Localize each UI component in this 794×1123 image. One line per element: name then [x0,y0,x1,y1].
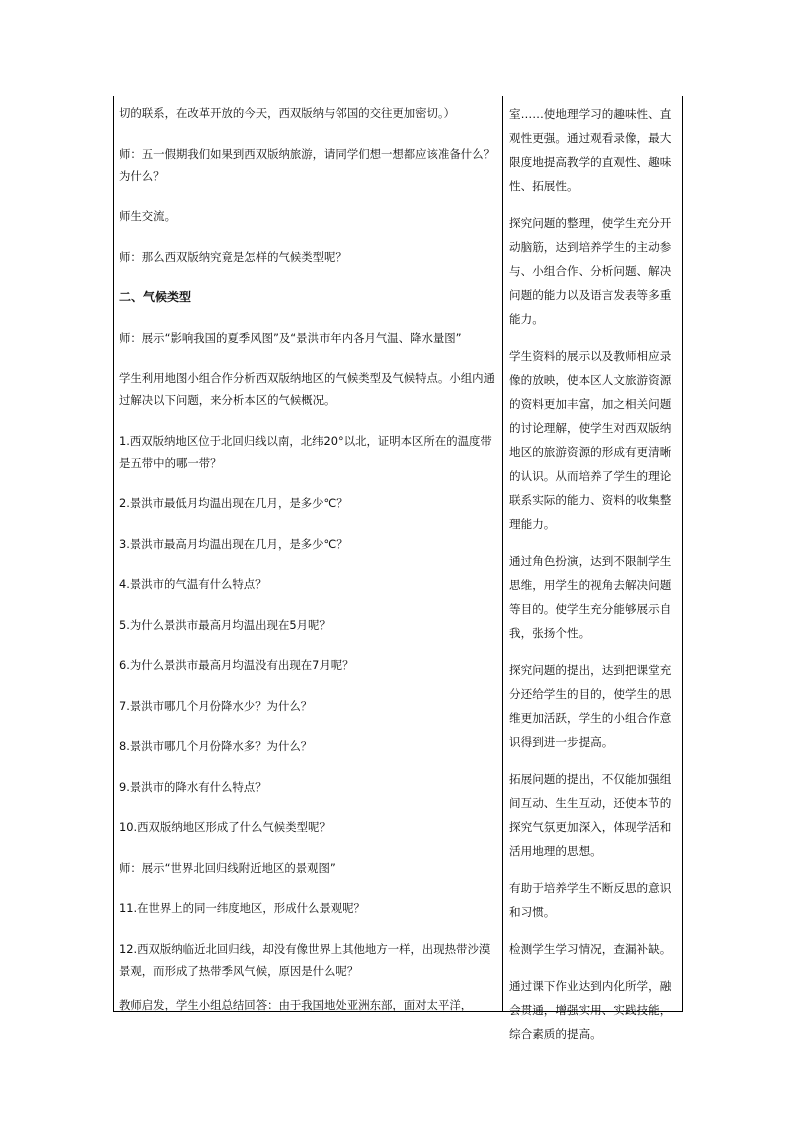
intent-paragraph: 有助于培养学生不断反思的意识和习惯。 [509,881,672,919]
paragraph: 学生利用地图小组合作分析西双版纳地区的气候类型及气候特点。小组内通过解决以下问题，来分析本区的气候概况。 [119,371,495,407]
question-item: 12.西双版纳临近北回归线，却没有像世界上其他地方一样，出现热带沙漠景观，而形成了热带季风气候，原因是什么呢？ [119,941,491,978]
design-intent-column [509,102,677,1059]
paragraph: 师：展示“世界北回归线附近地区的景观图” [119,860,336,875]
paragraph: 师生交流。 [119,209,176,223]
question-item: 11.在世界上的同一纬度地区，形成什么景观呢？ [119,901,365,915]
paragraph: 师：那么西双版纳究竟是怎样的气候类型呢？ [119,249,347,264]
question-item: 8.景洪市哪几个月份降水多？为什么？ [119,739,313,753]
question-item: 1.西双版纳地区位于北回归线以南，北纬20°以北，证明本区所在的温度带是五带中的哪一带？ [119,433,492,470]
lesson-table [113,96,683,1041]
paragraph: 师：五一假期我们如果到西双版纳旅游，请同学们想一想都应该准备什么？为什么？ [119,146,495,183]
column-divider [502,96,503,1011]
intent-paragraph: 拓展问题的提出，不仅能加强组间互动、生生互动，还使本节的探究气氛更加深入，体现学活和活用地理的思想。 [509,772,672,858]
paragraph: 师：展示“影响我国的夏季风图”及“景洪市年内各月气温、降水量图” [119,330,462,345]
section-heading: 二、气候类型 [119,290,192,304]
question-item: 7.景洪市哪几个月份降水少？为什么？ [119,698,313,713]
intent-paragraph: 学生资料的展示以及教师相应录像的放映，使本区人文旅游资源的资料更加丰富，加之相关问题的讨论理解，使学生对西双版纳地区的旅游资源的形成有更清晰的认识。从而培养了学生的理论联系实际的能力、资料的收集整理能力。 [509,349,672,531]
intent-paragraph: 通过课下作业达到内化所学，融会贯通，增强实用、实践技能，综合素质的提高。 [509,979,672,1041]
intent-paragraph: 探究问题的整理，使学生充分开动脑筋，达到培养学生的主动参与、小组合作、分析问题、解决问题的能力以及语言发表等多重能力。 [509,216,672,326]
question-item: 6.为什么景洪市最高月均温没有出现在7月呢？ [119,658,354,672]
question-item: 10.西双版纳地区形成了什么气候类型呢？ [119,820,331,834]
paragraph: 切的联系，在改革开放的今天，西双版纳与邻国的交往更加密切。） [119,106,456,120]
intent-paragraph: 室……使地理学习的趣味性、直观性更强。通过观看录像，最大限度地提高教学的直观性、趣味性、拓展性。 [509,107,672,193]
intent-paragraph: 检测学生学习情况，查漏补缺。 [509,942,672,956]
question-item: 4.景洪市的气温有什么特点？ [119,577,267,591]
teaching-process-column [119,102,497,1016]
intent-paragraph: 通过角色扮演，达到不限制学生思维，用学生的视角去解决问题等目的。使学生充分能够展示自我，张扬个性。 [509,554,672,640]
paragraph: 教师启发，学生小组总结回答：由于我国地处亚洲东部，面对太平洋， [119,997,473,1012]
intent-paragraph: 探究问题的提出，达到把课堂充分还给学生的目的，使学生的思维更加活跃，学生的小组合作意识得到进一步提高。 [509,663,672,749]
question-item: 9.景洪市的降水有什么特点？ [119,779,267,794]
question-item: 2.景洪市最低月均温出现在几月，是多少℃？ [119,496,348,510]
question-item: 5.为什么景洪市最高月均温出现在5月呢？ [119,617,331,632]
question-item: 3.景洪市最高月均温出现在几月，是多少℃？ [119,536,348,551]
